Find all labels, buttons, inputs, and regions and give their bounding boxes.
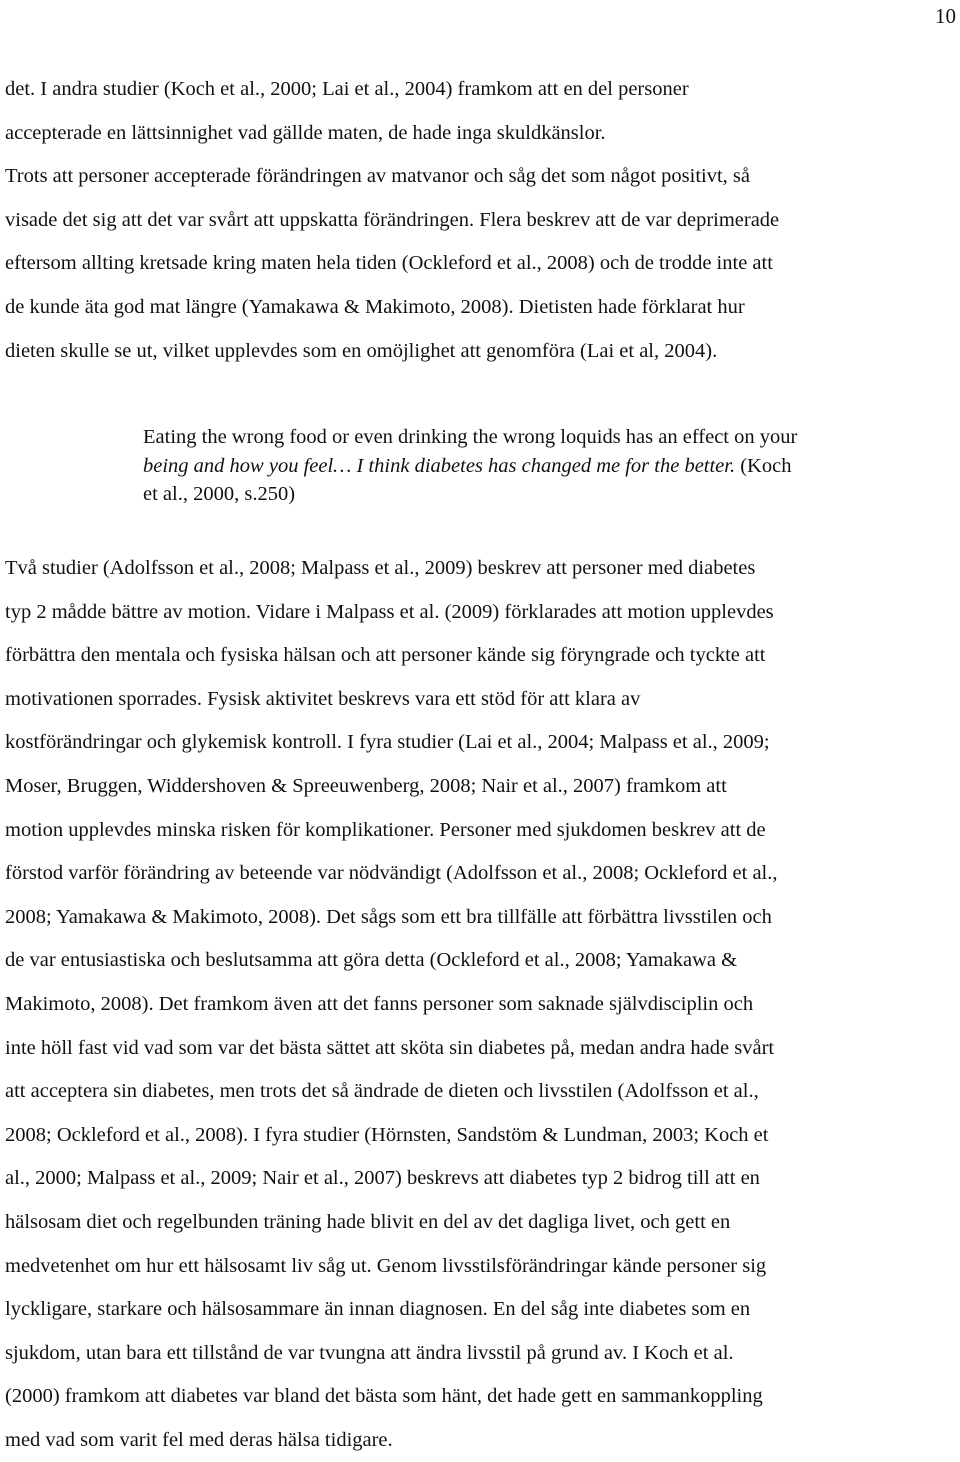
text-line: de var entusiastiska och beslutsamma att göra detta (Ockleford et al., 2008; Yamakawa & [5, 949, 738, 972]
text-line: 2008; Ockleford et al., 2008). I fyra studier (Hörnsten, Sandstöm & Lundman, 2003; Koch et [5, 1123, 769, 1146]
text-line: att acceptera sin diabetes, men trots det så ändrade de dieten och livsstilen (Adolfsson et al., [5, 1080, 759, 1103]
text-line: (2000) framkom att diabetes var bland det bästa som hänt, det hade gett en sammankoppling [5, 1385, 763, 1408]
text-line: hälsosam diet och regelbunden träning hade blivit en del av det dagliga livet, och gett en [5, 1210, 731, 1233]
text-line: sjukdom, utan bara ett tillstånd de var tvungna att ändra livsstil på grund av. I Koch et al. [5, 1341, 734, 1364]
quote-line [143, 452, 953, 481]
block-quote [143, 423, 953, 509]
text-line: eftersom allting kretsade kring maten hela tiden (Ockleford et al., 2008) och de trodde inte att [5, 252, 773, 275]
text-line: al., 2000; Malpass et al., 2009; Nair et al., 2007) beskrevs att diabetes typ 2 bidrog till att en [5, 1167, 760, 1190]
text-line: Trots att personer accepterade förändringen av matvanor och såg det som något positivt, så [5, 165, 750, 188]
text-line: accepterade en lättsinnighet vad gällde maten, de hade inga skuldkänslor. [5, 121, 606, 144]
text-line: typ 2 mådde bättre av motion. Vidare i Malpass et al. (2009) förklarades att motion upplevdes [5, 600, 774, 623]
text-line: 2008; Yamakawa & Makimoto, 2008). Det sågs som ett bra tillfälle att förbättra livsstilen och [5, 905, 772, 928]
text-line: medvetenhet om hur ett hälsosamt liv såg ut. Genom livsstilsförändringar kände personer sig [5, 1254, 767, 1277]
quote-line: Eating the wrong food or even drinking the wrong loquids has an effect on your [143, 426, 798, 448]
page-number: 10 [935, 4, 956, 28]
text-line: Moser, Bruggen, Widdershoven & Spreeuwenberg, 2008; Nair et al., 2007) framkom att [5, 774, 727, 797]
text-line: kostförändringar och glykemisk kontroll. I fyra studier (Lai et al., 2004; Malpass et al., 2009; [5, 731, 770, 754]
text-line: dieten skulle se ut, vilket upplevdes som en omöjlighet att genomföra (Lai et al, 2004). [5, 339, 718, 362]
text-line: lyckligare, starkare och hälsosammare än innan diagnosen. En del såg inte diabetes som en [5, 1298, 751, 1321]
text-line: förbättra den mentala och fysiska hälsan och att personer kände sig föryngrade och tyckte att [5, 644, 766, 667]
text-line: inte höll fast vid vad som var det bästa sättet att sköta sin diabetes på, medan andra hade svårt [5, 1036, 775, 1059]
paragraph-1 [5, 68, 957, 373]
paragraph-2 [5, 547, 957, 1462]
text-line: Två studier (Adolfsson et al., 2008; Malpass et al., 2009) beskrev att personer med diabetes [5, 557, 756, 579]
text-line: det. I andra studier (Koch et al., 2000; Lai et al., 2004) framkom att en del personer [5, 78, 689, 100]
text-line: de kunde äta god mat längre (Yamakawa & Makimoto, 2008). Dietisten hade förklarat hur [5, 295, 745, 318]
text-line: med vad som varit fel med deras hälsa tidigare. [5, 1428, 393, 1451]
text-line: visade det sig att det var svårt att uppskatta förändringen. Flera beskrev att de var deprimerade [5, 208, 780, 231]
text-line: Makimoto, 2008). Det framkom även att det fanns personer som saknade självdisciplin och [5, 992, 754, 1015]
quote-italic-text: being and how you feel… I think diabetes has changed me for the better. [143, 454, 736, 477]
text-line: förstod varför förändring av beteende var nödvändigt (Adolfsson et al., 2008; Ockleford et al., [5, 862, 778, 885]
quote-citation: et al., 2000, s.250) [143, 483, 296, 505]
text-line: motivationen sporrades. Fysisk aktivitet beskrevs vara ett stöd för att klara av [5, 687, 641, 710]
quote-citation-start: (Koch [735, 454, 792, 477]
text-line: motion upplevdes minska risken för komplikationer. Personer med sjukdomen beskrev att de [5, 818, 766, 841]
